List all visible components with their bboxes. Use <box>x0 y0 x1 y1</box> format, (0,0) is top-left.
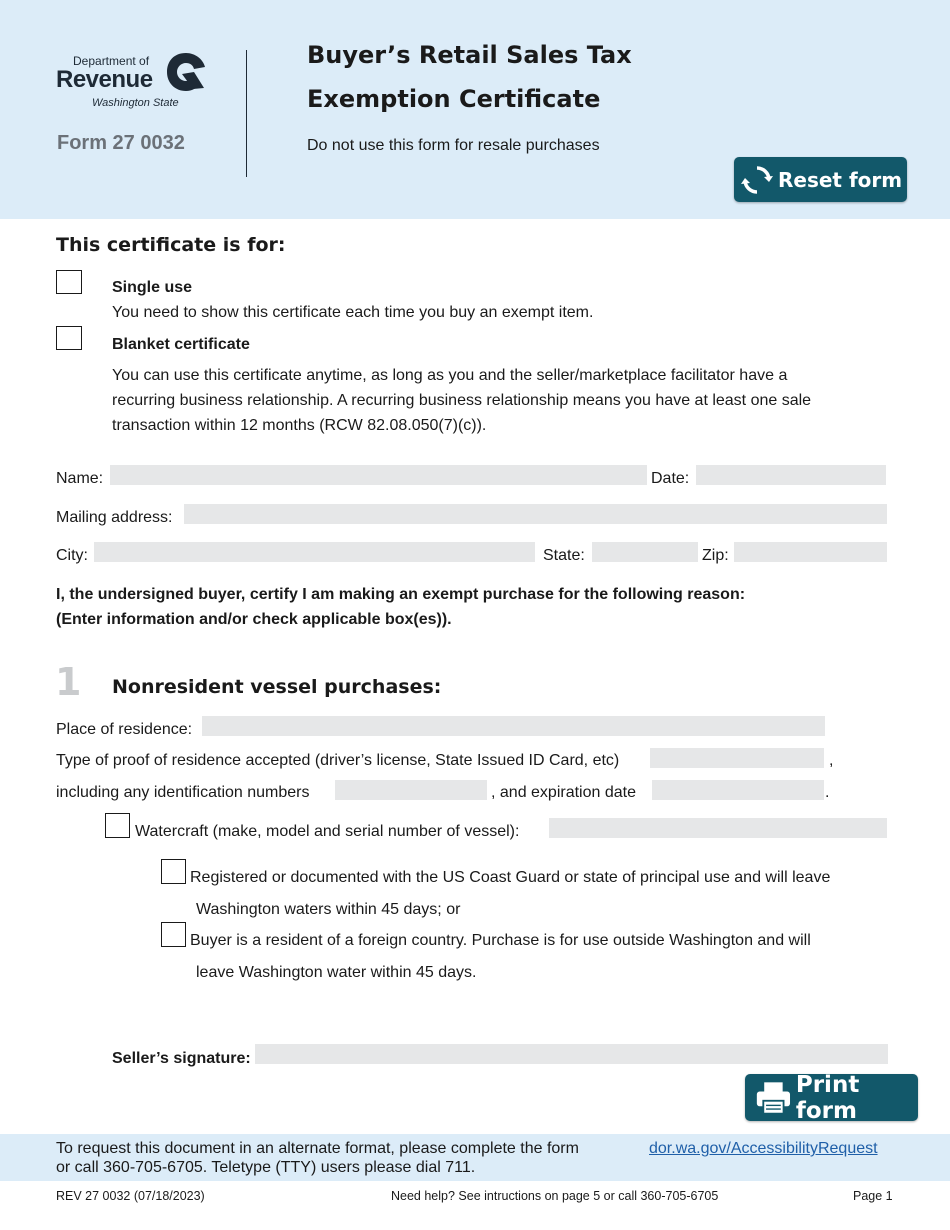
proof-comma: , <box>829 752 834 769</box>
single-use-checkbox[interactable] <box>56 270 82 294</box>
single-use-description: You need to show this certificate each time you buy an exempt item. <box>112 304 594 321</box>
mailing-address-input[interactable] <box>184 504 887 524</box>
blanket-label: Blanket certificate <box>112 336 250 353</box>
id-numbers-label: including any identification numbers <box>56 784 310 801</box>
city-label: City: <box>56 547 88 564</box>
residence-input[interactable] <box>202 716 825 736</box>
blanket-description-line-3: transaction within 12 months (RCW 82.08.050(7)(c)). <box>112 417 487 434</box>
expiration-label: , and expiration date <box>491 784 636 801</box>
reset-form-button[interactable] <box>734 157 907 202</box>
city-input[interactable] <box>94 542 535 562</box>
coast-guard-checkbox[interactable] <box>161 859 186 884</box>
expiration-input[interactable] <box>652 780 824 800</box>
state-label: State: <box>543 547 585 564</box>
form-title-line-2: Exemption Certificate <box>307 85 601 113</box>
date-label: Date: <box>651 470 690 487</box>
form-title-line-1: Buyer’s Retail Sales Tax <box>307 41 632 69</box>
foreign-resident-checkbox[interactable] <box>161 922 186 947</box>
blanket-checkbox[interactable] <box>56 326 82 350</box>
seller-signature-label: Seller’s signature: <box>112 1050 251 1067</box>
logo-line-2: Revenue <box>56 66 153 93</box>
section-heading: Nonresident vessel purchases: <box>112 676 442 698</box>
reset-form-label: Reset form <box>778 167 903 192</box>
seller-signature-input[interactable] <box>255 1044 888 1064</box>
print-form-button[interactable] <box>745 1071 918 1124</box>
date-input[interactable] <box>696 465 886 485</box>
certify-statement-line-1: I, the undersigned buyer, certify I am making an exempt purchase for the following reason: <box>56 586 746 603</box>
accessibility-request-link[interactable]: dor.wa.gov/AccessibilityRequest <box>649 1140 878 1157</box>
proof-input[interactable] <box>650 748 824 768</box>
mailing-address-label: Mailing address: <box>56 509 173 526</box>
form-number: Form 27 0032 <box>57 132 185 154</box>
page-number: Page 1 <box>853 1189 893 1203</box>
certificate-heading: This certificate is for: <box>56 234 286 256</box>
logo-line-1: Department of <box>73 54 150 68</box>
printer-icon <box>755 1079 792 1117</box>
header-divider <box>246 50 247 177</box>
residence-label: Place of residence: <box>56 721 193 738</box>
single-use-label: Single use <box>112 279 193 296</box>
watercraft-checkbox[interactable] <box>105 813 130 838</box>
watercraft-label: Watercraft (make, model and serial number of vessel): <box>135 823 520 840</box>
accessibility-text-line-2: or call 360-705-6705. Teletype (TTY) users please dial 711. <box>56 1159 476 1176</box>
foreign-resident-option-line-2: leave Washington water within 45 days. <box>196 964 477 981</box>
name-label: Name: <box>56 470 104 487</box>
dor-logo <box>56 50 211 112</box>
expiration-period: . <box>825 784 830 801</box>
revenue-r-emblem-icon <box>164 50 208 94</box>
state-input[interactable] <box>592 542 698 562</box>
reset-icon <box>740 163 774 197</box>
coast-guard-option-line-2: Washington waters within 45 days; or <box>196 901 461 918</box>
zip-label: Zip: <box>702 547 729 564</box>
id-numbers-input[interactable] <box>335 780 487 800</box>
blanket-description-line-1: You can use this certificate anytime, as long as you and the seller/marketplace facilitator have a <box>112 367 788 384</box>
blanket-description-line-2: recurring business relationship. A recurring business relationship means you have at least one sale <box>112 392 812 409</box>
foreign-resident-option-line-1: Buyer is a resident of a foreign country. Purchase is for use outside Washington and will <box>190 932 811 949</box>
name-input[interactable] <box>110 465 647 485</box>
watercraft-input[interactable] <box>549 818 887 838</box>
zip-input[interactable] <box>734 542 887 562</box>
proof-label: Type of proof of residence accepted (driver’s license, State Issued ID Card, etc) <box>56 752 620 769</box>
help-text: Need help? See intructions on page 5 or call 360-705-6705 <box>391 1189 719 1203</box>
revision-number: REV 27 0032 (07/18/2023) <box>56 1189 205 1203</box>
print-form-label: Print form <box>795 1071 860 1124</box>
logo-line-3: Washington State <box>92 97 179 109</box>
section-number: 1 <box>55 660 82 704</box>
certify-statement-line-2: (Enter information and/or check applicable box(es)). <box>56 611 452 628</box>
form-subtitle: Do not use this form for resale purchases <box>307 137 600 154</box>
accessibility-text: To request this document in an alternate format, please complete the form <box>56 1140 579 1157</box>
coast-guard-option-line-1: Registered or documented with the US Coast Guard or state of principal use and will leave <box>190 869 831 886</box>
